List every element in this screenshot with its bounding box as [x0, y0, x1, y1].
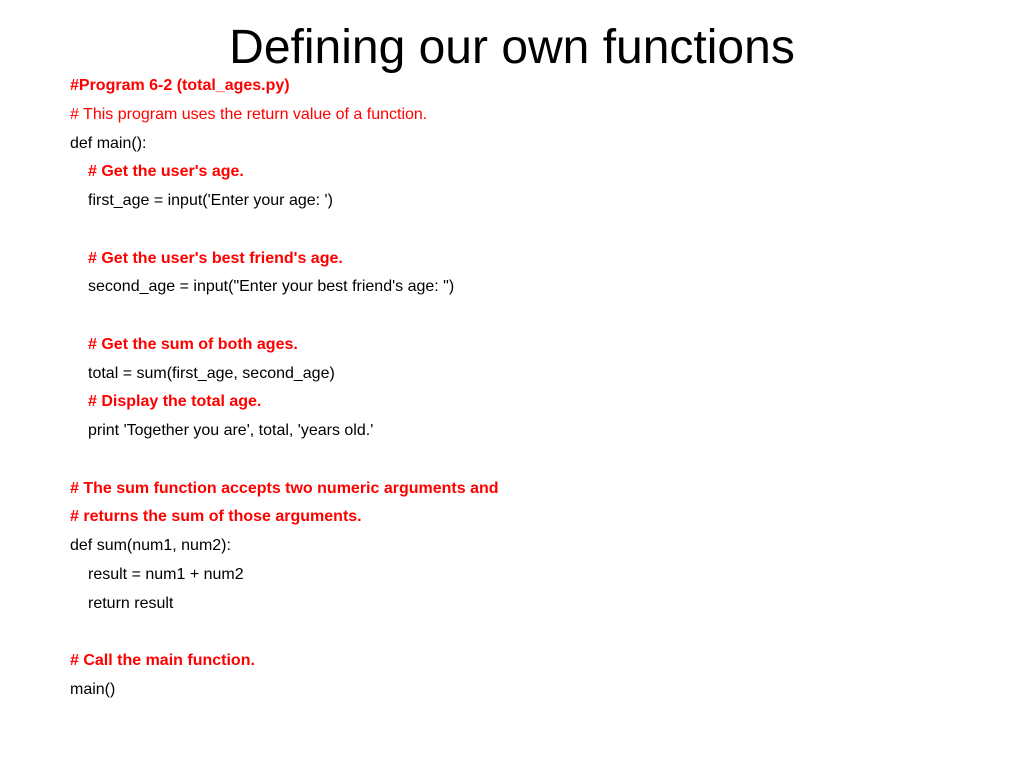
code-line: def main(): — [70, 134, 147, 152]
code-line: first_age = input('Enter your age: ') — [88, 192, 333, 209]
code-line: second_age = input("Enter your best friend's age: ") — [88, 278, 455, 296]
code-line: # Get the user's age. — [88, 163, 244, 181]
code-line: return result — [88, 594, 174, 612]
code-line: # This program uses the return value of a function. — [70, 105, 428, 123]
blank-line — [70, 618, 1000, 647]
code-line: result = num1 + num2 — [88, 565, 244, 583]
blank-line — [70, 302, 1000, 331]
code-line: main() — [70, 680, 116, 698]
code-line: # Get the user's best friend's age. — [88, 249, 343, 267]
code-line: print 'Together you are', total, 'years old.' — [88, 422, 374, 439]
code-line: # Call the main function. — [70, 652, 255, 669]
code-line: def sum(num1, num2): — [70, 537, 231, 554]
code-line: # Display the total age. — [88, 393, 262, 411]
blank-line — [70, 216, 1000, 245]
code-listing — [70, 72, 1000, 705]
code-line: # returns the sum of those arguments. — [70, 508, 362, 526]
code-line: total = sum(first_age, second_age) — [88, 364, 335, 382]
code-line: # Get the sum of both ages. — [88, 335, 298, 353]
code-line: # The sum function accepts two numeric arguments and — [70, 479, 499, 497]
slide-title: Defining our own functions — [229, 21, 795, 74]
blank-line — [70, 446, 1000, 475]
code-line: #Program 6-2 (total_ages.py) — [70, 77, 290, 94]
